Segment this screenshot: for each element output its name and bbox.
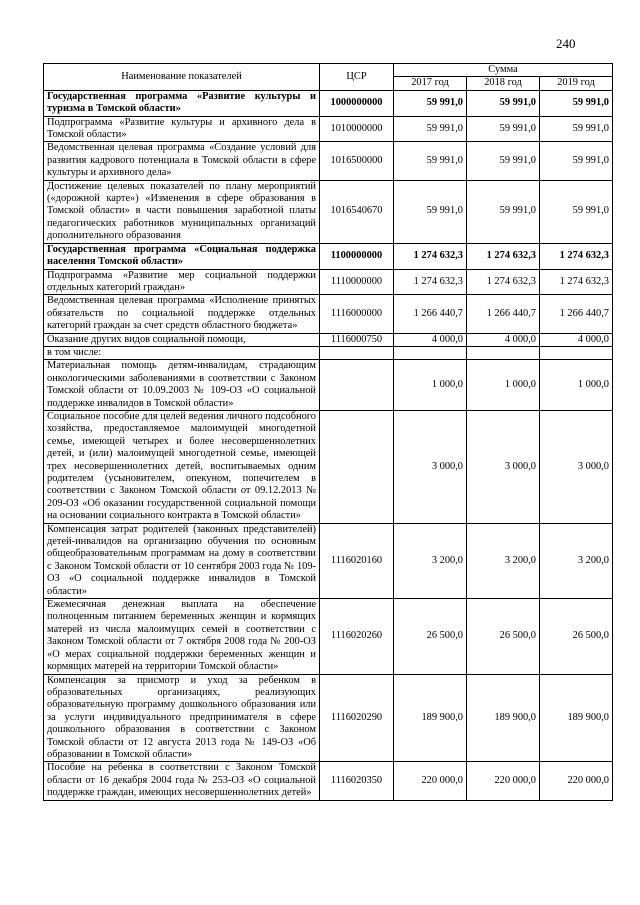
row-value-2017 — [394, 346, 467, 359]
row-code — [320, 410, 394, 523]
row-name: Подпрограмма «Развитие мер социальной поддержки отдельных категорий граждан» — [44, 269, 320, 295]
row-value-2018: 1 274 632,3 — [467, 243, 540, 269]
row-name: Пособие на ребенка в соответствии с Законом Томской области от 16 декабря 2004 года № 253-ОЗ «О социальной поддержке граждан, имеющих несовершеннолетних детей» — [44, 762, 320, 800]
table-row — [44, 142, 613, 180]
row-value-2018: 1 000,0 — [467, 360, 540, 411]
row-value-2018: 59 991,0 — [467, 90, 540, 116]
row-value-2018: 189 900,0 — [467, 674, 540, 762]
header-code: ЦСР — [320, 64, 394, 91]
row-value-2019: 26 500,0 — [540, 599, 613, 674]
row-value-2018: 3 200,0 — [467, 523, 540, 598]
row-code: 1000000000 — [320, 90, 394, 116]
row-value-2019: 3 000,0 — [540, 410, 613, 523]
table-row — [44, 360, 613, 411]
row-value-2019: 4 000,0 — [540, 333, 613, 346]
row-value-2018: 59 991,0 — [467, 116, 540, 142]
table-row — [44, 180, 613, 243]
row-code: 1100000000 — [320, 243, 394, 269]
table-row — [44, 346, 613, 359]
table-row — [44, 410, 613, 523]
table-row — [44, 243, 613, 269]
row-name: Достижение целевых показателей по плану мероприятий («дорожной карте») «Изменения в сфере образования в Томской области» в части повышения заработной платы педагогических работников муниципальных организаций дополнительного образования — [44, 180, 320, 243]
row-code: 1116000000 — [320, 295, 394, 333]
header-year-2019: 2019 год — [540, 77, 613, 90]
row-value-2017: 189 900,0 — [394, 674, 467, 762]
row-value-2017: 3 000,0 — [394, 410, 467, 523]
row-value-2017: 1 274 632,3 — [394, 269, 467, 295]
row-code: 1016500000 — [320, 142, 394, 180]
row-code — [320, 346, 394, 359]
row-name: Компенсация за присмотр и уход за ребенком в образовательных организациях, реализующих образовательную программу дошкольного образования или за услуги индивидуального предпринимателя в сфере дошкольного образования в соответствии с Законом Томской области от 12 августа 2013 года № 149-ОЗ «Об образовании в Томской области» — [44, 674, 320, 762]
row-name: Ведомственная целевая программа «Создание условий для развития кадрового потенциала в Томской области в сфере культуры и архивного дела» — [44, 142, 320, 180]
row-code: 1116020290 — [320, 674, 394, 762]
header-sum: Сумма — [394, 64, 613, 77]
row-code: 1116020160 — [320, 523, 394, 598]
table-row — [44, 674, 613, 762]
row-value-2019: 1 000,0 — [540, 360, 613, 411]
row-value-2019: 59 991,0 — [540, 116, 613, 142]
row-name: Государственная программа «Развитие культуры и туризма в Томской области» — [44, 90, 320, 116]
row-value-2019: 59 991,0 — [540, 142, 613, 180]
table-row — [44, 269, 613, 295]
row-code: 1116020350 — [320, 762, 394, 800]
table-body — [44, 90, 613, 800]
table-row — [44, 762, 613, 800]
row-name: Государственная программа «Социальная поддержка населения Томской области» — [44, 243, 320, 269]
table-row — [44, 599, 613, 674]
row-value-2018: 26 500,0 — [467, 599, 540, 674]
row-value-2019: 220 000,0 — [540, 762, 613, 800]
row-code: 1110000000 — [320, 269, 394, 295]
row-code: 1116020260 — [320, 599, 394, 674]
row-value-2017: 4 000,0 — [394, 333, 467, 346]
header-year-2017: 2017 год — [394, 77, 467, 90]
table-row — [44, 333, 613, 346]
row-name: Ежемесячная денежная выплата на обеспечение полноценным питанием беременных женщин и кормящих матерей из числа малоимущих семей в соответствии с Законом Томской области от 7 октября 2008 года № 200-ОЗ «О мерах социальной поддержки беременных женщин и кормящих матерей на территории Томской области» — [44, 599, 320, 674]
row-value-2017: 59 991,0 — [394, 142, 467, 180]
row-code: 1116000750 — [320, 333, 394, 346]
budget-table — [43, 63, 613, 801]
row-code: 1016540670 — [320, 180, 394, 243]
row-code — [320, 360, 394, 411]
row-value-2019: 3 200,0 — [540, 523, 613, 598]
row-name: Материальная помощь детям-инвалидам, страдающим онкологическими заболеваниями в соответствии с Законом Томской области от 10.09.2003 № 109-ОЗ «О социальной поддержке инвалидов в Томской области» — [44, 360, 320, 411]
row-code: 1010000000 — [320, 116, 394, 142]
table-row — [44, 90, 613, 116]
table-row — [44, 295, 613, 333]
row-value-2017: 3 200,0 — [394, 523, 467, 598]
header-year-2018: 2018 год — [467, 77, 540, 90]
row-value-2017: 59 991,0 — [394, 180, 467, 243]
page-number: 240 — [556, 36, 576, 51]
table-row — [44, 523, 613, 598]
table-row — [44, 116, 613, 142]
row-value-2019: 1 274 632,3 — [540, 243, 613, 269]
row-value-2017: 1 266 440,7 — [394, 295, 467, 333]
row-value-2019: 189 900,0 — [540, 674, 613, 762]
row-name: Социальное пособие для целей ведения личного подсобного хозяйства, предоставляемое малоимущей многодетной семье, имеющей четырех и более несовершеннолетних детей, и (или) малоимущей многодетной семье, имеющей трех несовершеннолетних детей, воспитываемых одним родителем (усыновителем, опекуном, попечителем в соответствии с Законом Томской области от 09.12.2013 № 209-ОЗ «Об оказании государственной социальной помощи на основании социального контракта в Томской области» — [44, 410, 320, 523]
row-value-2017: 1 000,0 — [394, 360, 467, 411]
row-value-2019: 1 274 632,3 — [540, 269, 613, 295]
row-name: Ведомственная целевая программа «Исполнение принятых обязательств по социальной поддержке отдельных категорий граждан за счет средств областного бюджета» — [44, 295, 320, 333]
row-value-2018: 3 000,0 — [467, 410, 540, 523]
row-name: Компенсация затрат родителей (законных представителей) детей-инвалидов на организацию обучения по основным общеобразовательным программам на дому в соответствии с Законом Томской области от 10 сентября 2003 года № 109-ОЗ «О социальной поддержке инвалидов в Томской области» — [44, 523, 320, 598]
row-value-2017: 1 274 632,3 — [394, 243, 467, 269]
row-value-2018: 59 991,0 — [467, 142, 540, 180]
row-name: в том числе: — [44, 346, 320, 359]
row-value-2019: 59 991,0 — [540, 180, 613, 243]
row-value-2018: 4 000,0 — [467, 333, 540, 346]
row-value-2018 — [467, 346, 540, 359]
row-value-2019: 59 991,0 — [540, 90, 613, 116]
row-name: Оказание других видов социальной помощи, — [44, 333, 320, 346]
row-value-2018: 220 000,0 — [467, 762, 540, 800]
row-value-2017: 220 000,0 — [394, 762, 467, 800]
row-value-2017: 59 991,0 — [394, 116, 467, 142]
row-value-2017: 26 500,0 — [394, 599, 467, 674]
row-value-2018: 1 266 440,7 — [467, 295, 540, 333]
row-value-2019 — [540, 346, 613, 359]
row-value-2019: 1 266 440,7 — [540, 295, 613, 333]
header-name: Наименование показателей — [44, 64, 320, 91]
row-name: Подпрограмма «Развитие культуры и архивного дела в Томской области» — [44, 116, 320, 142]
row-value-2018: 59 991,0 — [467, 180, 540, 243]
row-value-2018: 1 274 632,3 — [467, 269, 540, 295]
row-value-2017: 59 991,0 — [394, 90, 467, 116]
